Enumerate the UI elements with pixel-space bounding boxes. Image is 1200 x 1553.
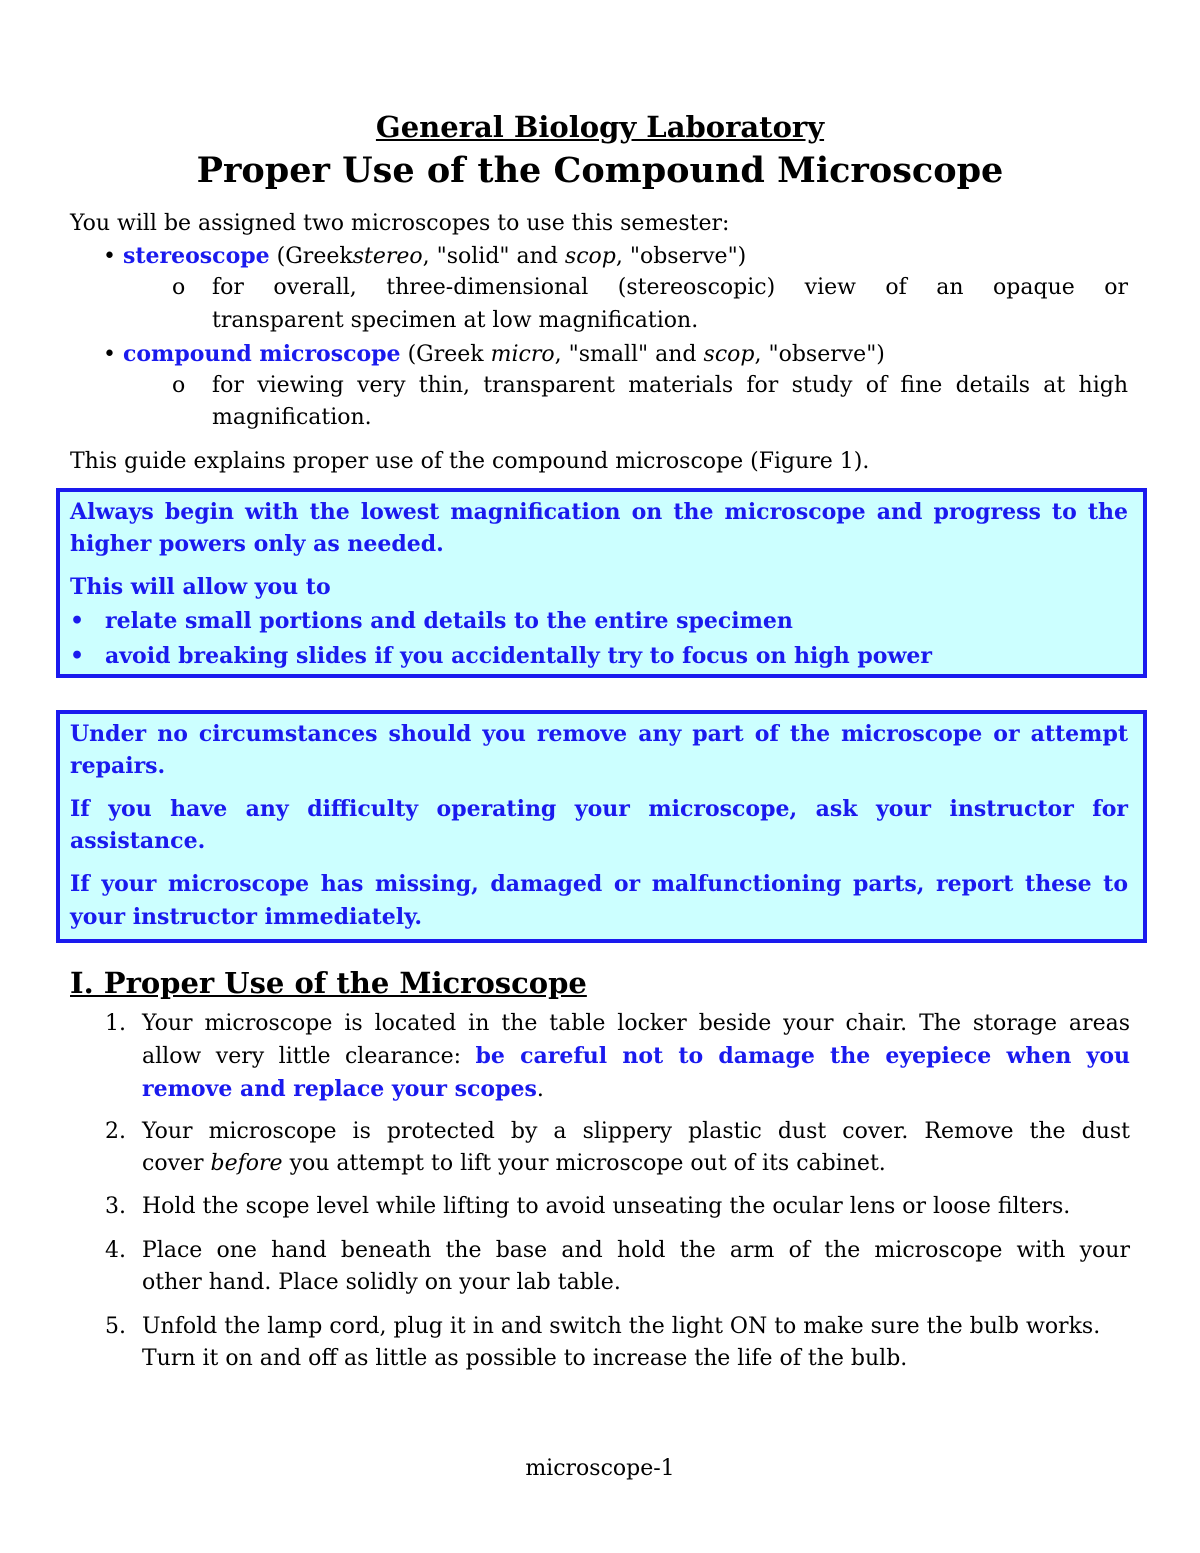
- box1-bullet1: relate small portions and details to the entire specimen: [105, 608, 793, 634]
- item2-line2-b: you attempt to lift your microscope out of its cabinet.: [289, 1151, 886, 1176]
- item2-line2: [142, 1148, 886, 1180]
- sub-bullet: o: [172, 275, 186, 300]
- item1-line2-plain: allow very little clearance:: [142, 1044, 462, 1069]
- page-title: Proper Use of the Compound Microscope: [196, 150, 1004, 191]
- box2-p1-line2: repairs.: [70, 753, 166, 779]
- item1-line3-emphasis: remove and replace your scopes: [142, 1076, 537, 1102]
- bullet: •: [103, 342, 116, 367]
- item1-line3: [142, 1073, 544, 1106]
- box1-line2: higher powers only as needed.: [70, 531, 444, 557]
- guide-text: This guide explains proper use of the compound microscope (Figure 1).: [70, 449, 870, 474]
- item2-line2-emphasis: before: [210, 1151, 283, 1176]
- page-footer: microscope-1: [525, 1456, 675, 1481]
- item3-line1: Hold the scope level while lifting to avoid unseating the ocular lens or loose filters.: [142, 1194, 1071, 1219]
- box1-line1: Always begin with the lowest magnification on the microscope and progress to the: [70, 499, 1128, 525]
- item-number: 3.: [105, 1194, 126, 1219]
- etymology-open: (Greek: [407, 342, 484, 367]
- etymology-end: , "observe"): [754, 342, 885, 367]
- item2-line1: Your microscope is protected by a slippery plastic dust cover. Remove the dust: [142, 1119, 1130, 1144]
- stereoscope-desc-line2: transparent specimen at low magnification.: [212, 308, 699, 333]
- box2-p1-line1: Under no circumstances should you remove any part of the microscope or attempt: [70, 721, 1128, 747]
- box2-p2-line1: If you have any difficulty operating your microscope, ask your instructor for: [70, 796, 1128, 822]
- item-number: 1.: [105, 1011, 126, 1036]
- item1-line2-emphasis: be careful not to damage the eyepiece when you: [475, 1043, 1130, 1069]
- item2-line2-a: cover: [142, 1151, 204, 1176]
- stereoscope-item: [103, 240, 746, 273]
- etymology-word: scop: [564, 244, 616, 269]
- box2-p3-line1: If your microscope has missing, damaged or malfunctioning parts, report these to: [70, 871, 1128, 897]
- bullet: •: [103, 244, 116, 269]
- intro-lead: You will be assigned two microscopes to use this semester:: [70, 211, 730, 236]
- stereoscope-term: stereoscope: [122, 243, 270, 269]
- bullet: •: [70, 643, 85, 669]
- stereoscope-desc-line1: for overall, three-dimensional (stereoscopic) view of an opaque or: [212, 275, 1128, 300]
- box2-p2-line2: assistance.: [70, 828, 206, 854]
- etymology-word: scop: [703, 342, 755, 367]
- etymology-mid: , "small" and: [554, 342, 697, 367]
- bullet: •: [70, 608, 85, 634]
- item-number: 5.: [105, 1314, 126, 1339]
- item1-line3-end: .: [536, 1077, 544, 1102]
- item4-line2: other hand. Place solidly on your lab table.: [142, 1270, 621, 1295]
- compound-term: compound microscope: [122, 341, 401, 367]
- etymology-mid: , "solid" and: [422, 244, 558, 269]
- box1-line3: This will allow you to: [70, 574, 331, 600]
- compound-item: [103, 338, 885, 371]
- item1-line1: Your microscope is located in the table locker beside your chair. The storage areas: [142, 1011, 1130, 1036]
- box1-bullet2: avoid breaking slides if you accidentally try to focus on high power: [105, 643, 933, 669]
- section-heading: I. Proper Use of the Microscope: [70, 966, 587, 1000]
- compound-desc-line1: for viewing very thin, transparent materials for study of fine details at high: [212, 373, 1128, 398]
- etymology-open: (Greek: [276, 244, 353, 269]
- item1-line2: [142, 1040, 1130, 1073]
- compound-desc-line2: magnification.: [212, 405, 372, 430]
- etymology-word: stereo: [352, 244, 423, 269]
- item5-line1: Unfold the lamp cord, plug it in and switch the light ON to make sure the bulb works.: [142, 1314, 1101, 1339]
- item-number: 4.: [105, 1238, 126, 1263]
- course-title: General Biology Laboratory: [375, 110, 825, 144]
- sub-bullet: o: [172, 373, 186, 398]
- box2-p3-line2: your instructor immediately.: [70, 904, 423, 930]
- etymology-end: , "observe"): [615, 244, 747, 269]
- etymology-word: micro: [490, 342, 555, 367]
- item4-line1: Place one hand beneath the base and hold the arm of the microscope with your: [142, 1238, 1130, 1263]
- item-number: 2.: [105, 1119, 126, 1144]
- item5-line2: Turn it on and off as little as possible to increase the life of the bulb.: [142, 1346, 908, 1371]
